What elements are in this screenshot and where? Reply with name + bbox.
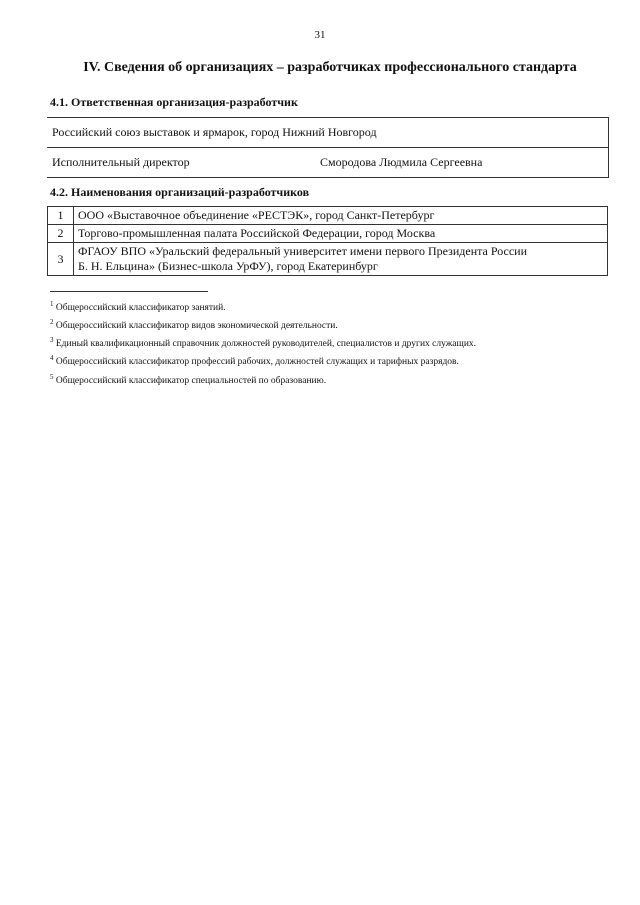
responsible-person-row	[47, 148, 608, 178]
footnote-mark: 3	[50, 336, 54, 345]
responsible-org-row	[47, 118, 608, 148]
footnote-text: Общероссийский классификатор специальностей по образованию.	[55, 375, 327, 386]
row-number: 2	[48, 225, 74, 243]
row-number: 1	[48, 207, 74, 225]
footnote-mark: 4	[50, 354, 54, 363]
footnote	[50, 333, 610, 351]
footnote	[50, 370, 610, 388]
footnote-text: Единый квалификационный справочник должностей руководителей, специалистов и других служащих.	[55, 339, 477, 350]
responsible-org-heading: 4.1. Ответственная организация-разработчик	[50, 95, 298, 109]
footnote-mark: 2	[50, 318, 54, 327]
footnote-separator	[50, 291, 208, 292]
section-title: IV. Сведения об организациях – разработчиках профессионального стандарта	[83, 60, 577, 75]
footnote	[50, 297, 610, 315]
developer-orgs-table	[47, 206, 608, 276]
responsible-org-name: Российский союз выставок и ярмарок, город Нижний Новгород	[52, 125, 377, 139]
footnote-mark: 5	[50, 372, 54, 381]
responsible-person-name: Смородова Людмила Сергеевна	[320, 155, 483, 169]
row-number: 3	[48, 243, 74, 276]
footnote	[50, 351, 610, 369]
org-name: Торгово-промышленная палата Российской Федерации, город Москва	[74, 225, 608, 243]
page-number: 31	[314, 29, 326, 41]
footnote-text: Общероссийский классификатор видов экономической деятельности.	[55, 321, 338, 332]
table-row	[48, 225, 608, 243]
table-row	[48, 207, 608, 225]
responsible-org-table	[47, 117, 609, 178]
org-name: ООО «Выставочное объединение «РЕСТЭК», город Санкт-Петербург	[74, 207, 608, 225]
responsible-position: Исполнительный директор	[52, 155, 190, 169]
footnotes	[50, 297, 610, 388]
org-name	[74, 243, 608, 276]
org-name-line: Б. Н. Ельцина» (Бизнес-школа УрФУ), город Екатеринбург	[78, 259, 378, 273]
org-name-line: ФГАОУ ВПО «Уральский федеральный университет имени первого Президента России	[78, 244, 528, 258]
developer-orgs-heading: 4.2. Наименования организаций-разработчиков	[50, 185, 310, 199]
footnote	[50, 315, 610, 333]
footnote-text: Общероссийский классификатор занятий.	[55, 303, 226, 314]
table-row	[48, 243, 608, 276]
footnote-mark: 1	[50, 300, 54, 308]
footnote-text: Общероссийский классификатор профессий рабочих, должностей служащих и тарифных разрядов.	[55, 357, 459, 368]
